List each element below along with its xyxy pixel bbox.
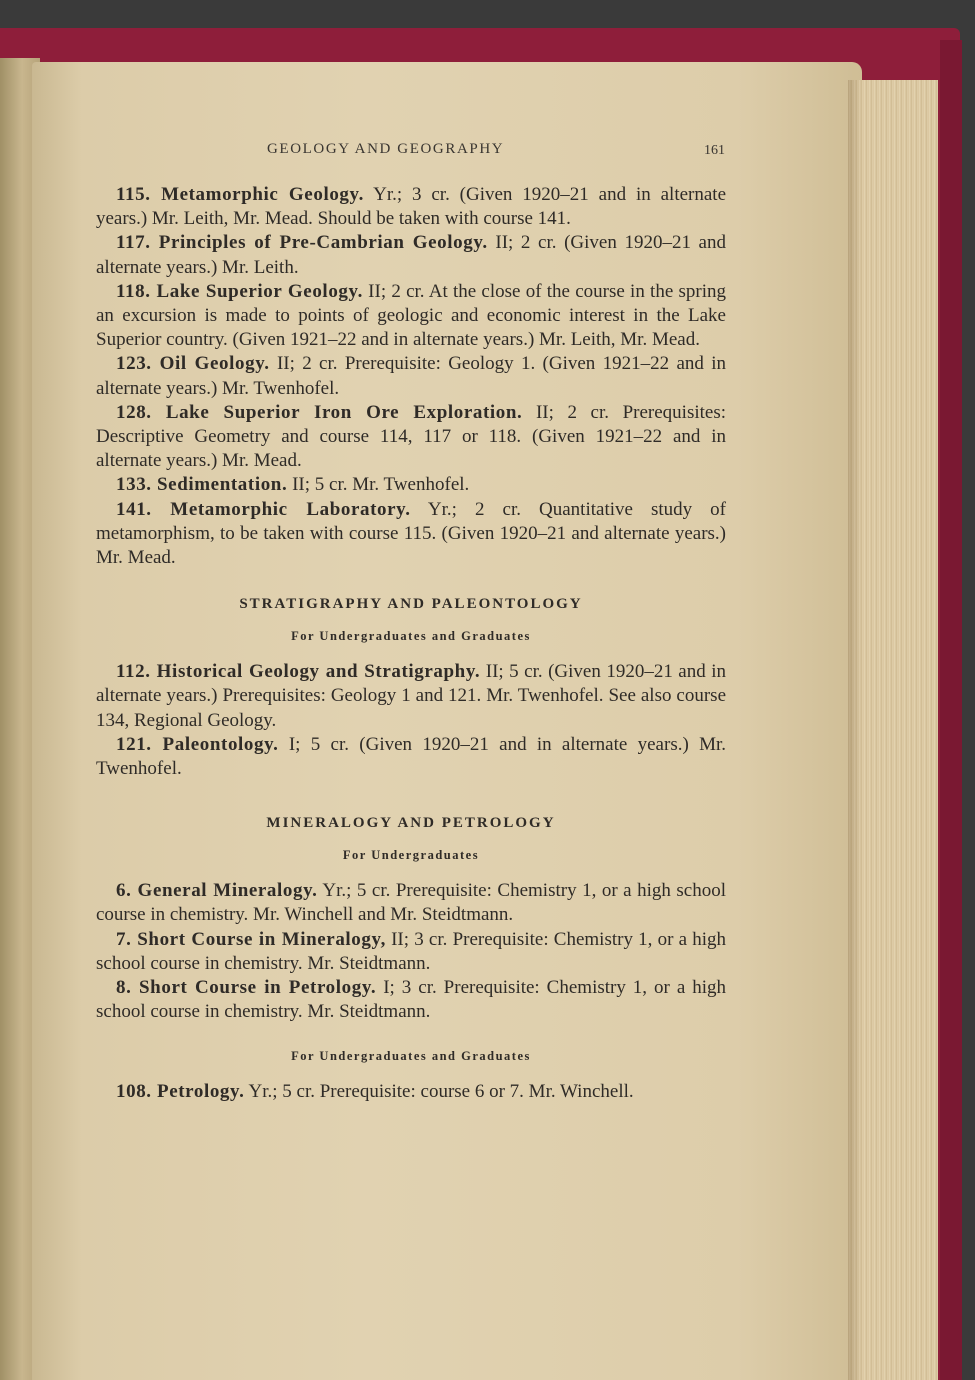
course-name: 123. Oil Geology. [116, 353, 270, 375]
course-entry [96, 733, 726, 781]
course-description: I; 5 cr. (Given 1920–21 and in alternate years.) Mr. Twenhofel. [96, 733, 727, 780]
course-name: 141. Metamorphic Laboratory. [116, 498, 411, 520]
running-title: GEOLOGY AND GEOGRAPHY [267, 141, 505, 157]
course-entry [96, 231, 726, 279]
course-description: Yr.; 5 cr. Prerequisite: Chemistry 1, or a high school course in chemistry. Mr. Winchell and Mr. Steidtmann. [96, 880, 727, 926]
cover-edge [940, 40, 962, 1380]
course-entry [96, 498, 726, 571]
course-entry [96, 280, 726, 353]
course-name: 128. Lake Superior Iron Ore Exploration. [116, 401, 523, 423]
course-entry [96, 976, 726, 1024]
course-description: Yr.; 2 cr. Quantitative study of metamorphism, to be taken with course 115. (Given 1920–21 and alternate years.) Mr. Mead. [96, 498, 727, 569]
course-entry [96, 183, 726, 231]
page-header [95, 141, 725, 165]
course-description: Yr.; 3 cr. (Given 1920–21 and in alternate years.) Mr. Leith, Mr. Mead. Should be taken with course 141. [96, 184, 727, 230]
section-title-stratigraphy: STRATIGRAPHY AND PALEONTOLOGY [239, 596, 583, 613]
course-entry [96, 660, 726, 733]
section-title-mineralogy: MINERALOGY AND PETROLOGY [266, 815, 556, 832]
course-name: 7. Short Course in Mineralogy, [116, 928, 386, 950]
course-entry [96, 879, 726, 927]
course-name: 6. General Mineralogy. [116, 880, 318, 902]
section-subtitle: For Undergraduates [342, 848, 480, 863]
section-subtitle: For Undergraduates and Graduates [291, 629, 531, 644]
course-name: 118. Lake Superior Geology. [116, 280, 363, 302]
course-name: 112. Historical Geology and Stratigraphy. [116, 661, 481, 683]
course-name: 108. Petrology. [116, 1081, 245, 1103]
course-description: II; 5 cr. (Given 1920–21 and in alternate years.) Prerequisites: Geology 1 and 121. Mr. Twenhofel. See also course 134, Regional Geology. [96, 661, 726, 731]
course-entry [96, 473, 726, 497]
course-description: II; 2 cr. Prerequisite: Geology 1. (Given 1921–22 and in alternate years.) Mr. Twenhofel. [96, 353, 726, 399]
course-description: II; 2 cr. At the close of the course in the spring an excursion is made to points of geologic and economic interest in the Lake Superior country. (Given 1921–22 and in alternate years.) Mr. Leith, Mr. Mead. [96, 280, 727, 351]
course-description: Yr.; 5 cr. Prerequisite: course 6 or 7. Mr. Winchell. [248, 1081, 634, 1103]
page-body [96, 183, 726, 1105]
course-entry [96, 401, 726, 474]
course-entry [96, 1080, 726, 1104]
course-description: II; 3 cr. Prerequisite: Chemistry 1, or a high school course in chemistry. Mr. Steidtmann. [96, 928, 726, 974]
course-description: I; 3 cr. Prerequisite: Chemistry 1, or a high school course in chemistry. Mr. Steidtmann. [96, 977, 726, 1023]
section-subtitle: For Undergraduates and Graduates [291, 1049, 531, 1064]
course-entry [96, 352, 726, 400]
page-number: 161 [704, 143, 725, 158]
course-name: 121. Paleontology. [116, 733, 279, 755]
course-entry [96, 928, 726, 976]
course-name: 8. Short Course in Petrology. [116, 977, 377, 999]
course-description: II; 2 cr. (Given 1920–21 and alternate years.) Mr. Leith. [96, 232, 726, 278]
course-name: 133. Sedimentation. [116, 474, 288, 496]
page-stack-shadow [848, 80, 862, 1380]
course-name: 115. Metamorphic Geology. [116, 184, 364, 205]
course-description: II; 5 cr. Mr. Twenhofel. [292, 474, 470, 496]
course-description: II; 2 cr. Prerequisites: Descriptive Geometry and course 114, 117 or 118. (Given 1921–22 and in alternate years.) Mr. Mead. [96, 401, 726, 472]
course-name: 117. Principles of Pre-Cambrian Geology. [116, 232, 488, 254]
